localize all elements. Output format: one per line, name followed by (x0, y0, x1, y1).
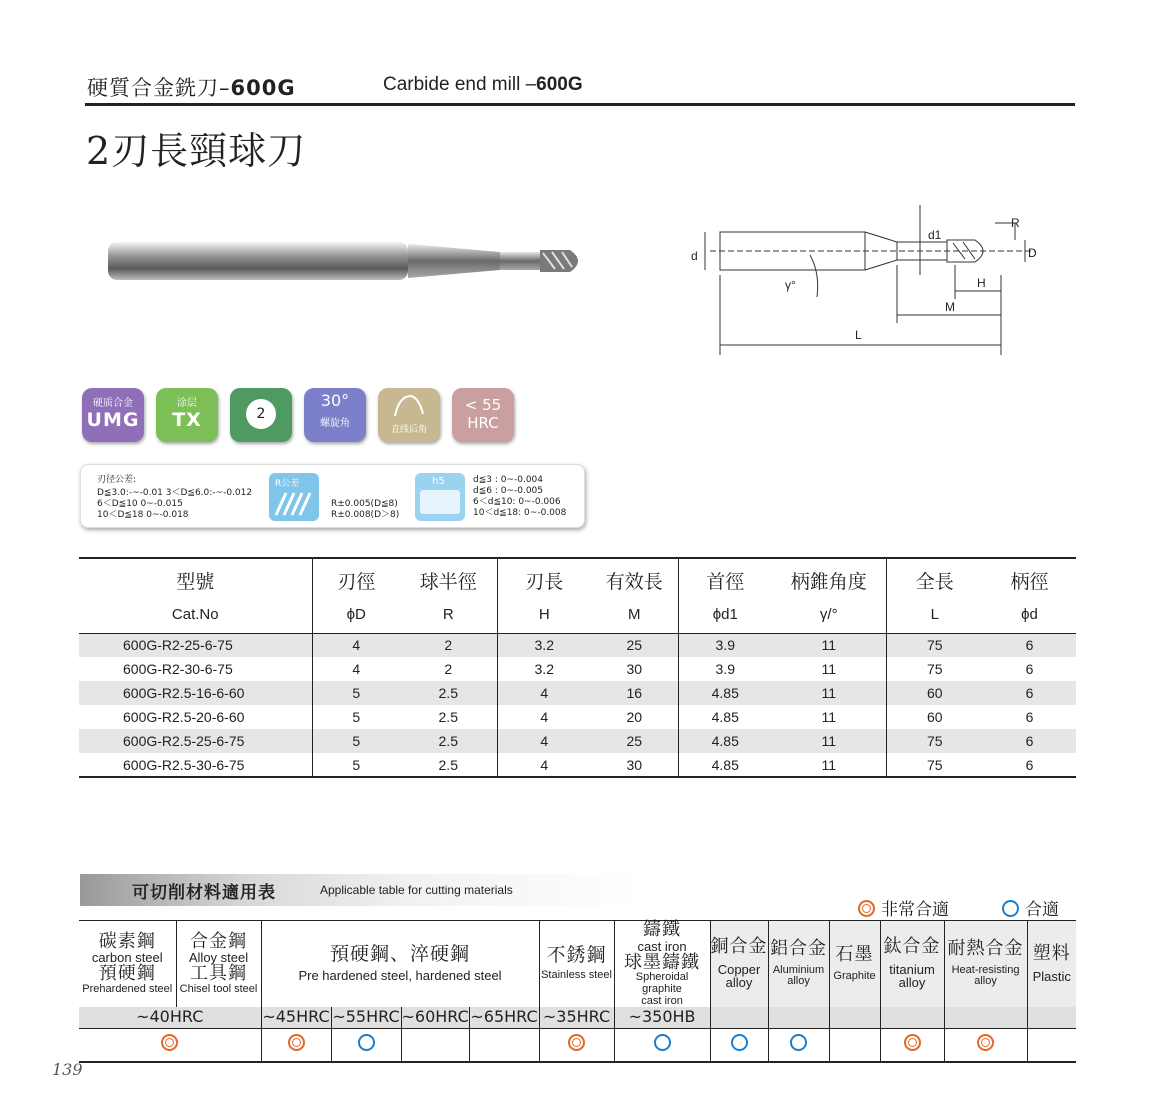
value-cell: 2 (400, 633, 497, 657)
material-cast-iron: 鑄鐵 cast iron 球墨鑄鐵 Spheroidal graphite cast iron (614, 921, 710, 1008)
materials-header (80, 868, 1076, 920)
value-cell: 6 (983, 729, 1076, 753)
orange-ring-icon (977, 1034, 994, 1051)
table-row (79, 705, 1076, 729)
value-cell: 11 (821, 709, 837, 725)
suitability-cell (1027, 1028, 1076, 1062)
col-header: 柄徑 (983, 558, 1076, 596)
suitability-cell (79, 1028, 261, 1062)
diagram-label-d: d (691, 249, 698, 263)
value-cell: 4.85 (678, 753, 772, 777)
value-cell: 30 (591, 753, 678, 777)
value-cell: 25 (591, 633, 678, 657)
value-cell: 3.9 (678, 633, 772, 657)
value-cell: 75 (886, 729, 983, 753)
suitability-cell (710, 1028, 768, 1062)
col-subheader: M (591, 596, 678, 633)
hardness-cell: ~60HRC (401, 1007, 469, 1028)
suitability-cell (539, 1028, 614, 1062)
col-header: 有效長 (591, 558, 678, 596)
col-header: 柄錐角度 (772, 558, 886, 596)
value-cell: 30 (626, 661, 643, 677)
orange-ring-icon (161, 1034, 178, 1051)
value-cell: 6 (1025, 709, 1034, 725)
two-flute-icon: 2 (230, 388, 292, 442)
blue-ring-icon (790, 1034, 807, 1051)
helix-angle-icon: 30° 螺旋角 (304, 388, 366, 442)
cat-no-cell: 600G-R2-25-6-75 (79, 633, 312, 657)
table-row (79, 729, 1076, 753)
value-cell: 4 (312, 657, 400, 681)
hardness-cell: ~35HRC (539, 1007, 614, 1028)
value-cell: 6 (983, 633, 1076, 657)
col-header: 刃長 (497, 558, 591, 596)
material-graphite: 石墨 Graphite (829, 921, 880, 1008)
value-cell: 4 (497, 705, 591, 729)
material-carbon-steel: 碳素鋼 carbon steel 預硬鋼 Prehardened steel (79, 921, 176, 1008)
spec-table (79, 557, 1076, 778)
blue-ring-icon (1002, 900, 1019, 917)
value-cell: 11 (772, 729, 886, 753)
material-copper-alloy: 銅合金 Copper alloy (710, 921, 768, 1008)
r-tolerance-icon: R公差 (269, 473, 319, 521)
orange-ring-icon (568, 1034, 585, 1051)
col-subheader: H (497, 596, 591, 633)
value-cell: 60 (886, 705, 983, 729)
value-cell: 4.85 (678, 681, 772, 705)
product-subtitle: 2刃長頸球刀 (86, 129, 307, 173)
straight-relief-icon: 直线后角 (378, 388, 440, 442)
material-alloy-steel: 合金鋼 Alloy steel 工具鋼 Chisel tool steel (176, 921, 261, 1008)
value-cell: 16 (591, 681, 678, 705)
cat-no-cell: 600G-R2.5-16-6-60 (79, 681, 312, 705)
materials-suitability-row (79, 1028, 1076, 1062)
table-row (79, 633, 1076, 657)
cat-no-cell: 600G-R2.5-20-6-60 (123, 709, 245, 725)
value-cell: 2.5 (400, 753, 497, 777)
value-cell: 5 (312, 681, 400, 705)
orange-ring-icon (858, 900, 875, 917)
material-stainless-steel: 不銹鋼 Stainless steel (539, 921, 614, 1008)
suitability-cell (261, 1028, 331, 1062)
value-cell: 2.5 (400, 681, 497, 705)
materials-title-cn: 可切削材料適用表 (132, 883, 276, 903)
materials-table (79, 920, 1076, 1063)
tolerance-box: 刃径公差: D≦3.0:-~-0.01 3＜D≦6.0:-~-0.012 6＜D≦10 0~-0.015 10＜D≦18 0~-0.018 R公差 R±0.005(D≦8) R±0.008(D＞8) h5 d≦3 : 0~-0.004 d≦6 : 0~-0.005 6＜d≦10: 0~-0.006 10＜d≦18: 0~-0.008 (80, 464, 585, 528)
legend-very-suitable: 非常合適 (858, 895, 949, 920)
orange-ring-icon (288, 1034, 305, 1051)
page-number: 139 (52, 1060, 83, 1079)
value-cell: 6 (1025, 661, 1034, 677)
legend-suitable: 合適 (1002, 895, 1059, 920)
col-header: 全長 (886, 558, 983, 596)
materials-title-en: Applicable table for cutting materials (320, 883, 513, 897)
diagram-label-d1: d1 (928, 228, 942, 242)
col-header: 型號 (79, 558, 312, 596)
diagram-label-R: R (1011, 216, 1020, 230)
suitability-cell (944, 1028, 1027, 1062)
dimension-diagram (685, 205, 1055, 360)
blue-ring-icon (358, 1034, 375, 1051)
col-subheader: ϕD (312, 596, 400, 633)
material-heat-resisting-alloy: 耐熱合金 Heat-resisting alloy (944, 921, 1027, 1008)
col-subheader: ϕd (983, 596, 1076, 633)
value-cell: 75 (886, 657, 983, 681)
value-cell: 2.5 (438, 709, 458, 725)
header-cn-title: 硬質合金銑刀–600G (87, 76, 296, 100)
diagram-label-D: D (1028, 246, 1037, 260)
hardness-cell: ~45HRC (261, 1007, 331, 1028)
value-cell: 4 (497, 753, 591, 777)
end-mill-photo (100, 225, 595, 290)
value-cell: 20 (626, 709, 643, 725)
value-cell: 11 (772, 633, 886, 657)
value-cell: 2 (444, 661, 453, 677)
table-row (79, 753, 1076, 777)
material-plastic: 塑料 Plastic (1027, 921, 1076, 1008)
value-cell: 25 (591, 729, 678, 753)
header-en-title: Carbide end mill –600G (383, 74, 583, 95)
value-cell: 5 (312, 729, 400, 753)
value-cell: 3.9 (678, 657, 772, 681)
material-titanium-alloy: 鈦合金 titanium alloy (880, 921, 944, 1008)
hardness-cell: ~40HRC (79, 1007, 261, 1028)
spec-header-row-en (79, 596, 1076, 633)
hardness-cell: ~65HRC (469, 1007, 539, 1028)
suitability-cell (880, 1028, 944, 1062)
cat-no-cell: 600G-R2.5-30-6-75 (79, 753, 312, 777)
h5-tolerance-icon: h5 (415, 473, 465, 521)
value-cell: 3.2 (497, 633, 591, 657)
value-cell: 4.85 (678, 705, 772, 729)
col-subheader: γ/° (772, 596, 886, 633)
value-cell: 6 (983, 681, 1076, 705)
col-header: 球半徑 (400, 558, 497, 596)
value-cell: 4 (497, 681, 591, 705)
suitability-cell (331, 1028, 401, 1062)
suitability-cell (829, 1028, 880, 1062)
col-header: 刃徑 (312, 558, 400, 596)
value-cell: 3.2 (497, 657, 591, 681)
materials-title-bar (80, 874, 640, 906)
value-cell: 11 (772, 681, 886, 705)
materials-hardness-row (79, 1007, 1076, 1028)
material-umg-icon: 硬质合金 UMG (82, 388, 144, 442)
table-row (79, 681, 1076, 705)
coating-tx-icon: 涂层 TX (156, 388, 218, 442)
col-subheader: L (886, 596, 983, 633)
tolerance-title: 刃径公差: (97, 475, 137, 485)
cat-no-cell: 600G-R2-30-6-75 (123, 661, 233, 677)
blue-ring-icon (731, 1034, 748, 1051)
col-subheader: ϕd1 (678, 596, 772, 633)
value-cell: 75 (886, 633, 983, 657)
col-subheader: R (400, 596, 497, 633)
material-aluminium-alloy: 鋁合金 Aluminium alloy (768, 921, 829, 1008)
diagram-label-gamma: γ° (785, 278, 796, 292)
cat-no-cell: 600G-R2.5-25-6-75 (79, 729, 312, 753)
value-cell: 2.5 (400, 729, 497, 753)
value-cell: 75 (886, 753, 983, 777)
col-subheader: Cat.No (79, 596, 312, 633)
diagram-label-L: L (855, 328, 862, 342)
value-cell: 11 (772, 753, 886, 777)
value-cell: 4 (312, 633, 400, 657)
diagram-label-M: M (945, 300, 955, 314)
suitability-cell (768, 1028, 829, 1062)
suitability-cell (469, 1028, 539, 1062)
spec-header-row-cn (79, 558, 1076, 596)
value-cell: 60 (886, 681, 983, 705)
value-cell: 11 (821, 661, 837, 677)
blue-ring-icon (654, 1034, 671, 1051)
suitability-cell (614, 1028, 710, 1062)
value-cell: 5 (312, 753, 400, 777)
orange-ring-icon (904, 1034, 921, 1051)
page-header (85, 68, 1075, 106)
value-cell: 5 (312, 705, 400, 729)
hardness-cell: ~55HRC (331, 1007, 401, 1028)
suitability-cell (401, 1028, 469, 1062)
value-cell: 6 (983, 753, 1076, 777)
diagram-label-H: H (977, 276, 986, 290)
materials-header-row (79, 921, 1076, 1008)
value-cell: 4.85 (678, 729, 772, 753)
value-cell: 4 (497, 729, 591, 753)
hardness-cell: ~350HB (614, 1007, 710, 1028)
material-hardened-steel: 預硬鋼、淬硬鋼 Pre hardened steel, hardened steel (261, 921, 539, 1008)
hrc-limit-icon: < 55 HRC (452, 388, 514, 442)
col-header: 首徑 (678, 558, 772, 596)
table-row (79, 657, 1076, 681)
